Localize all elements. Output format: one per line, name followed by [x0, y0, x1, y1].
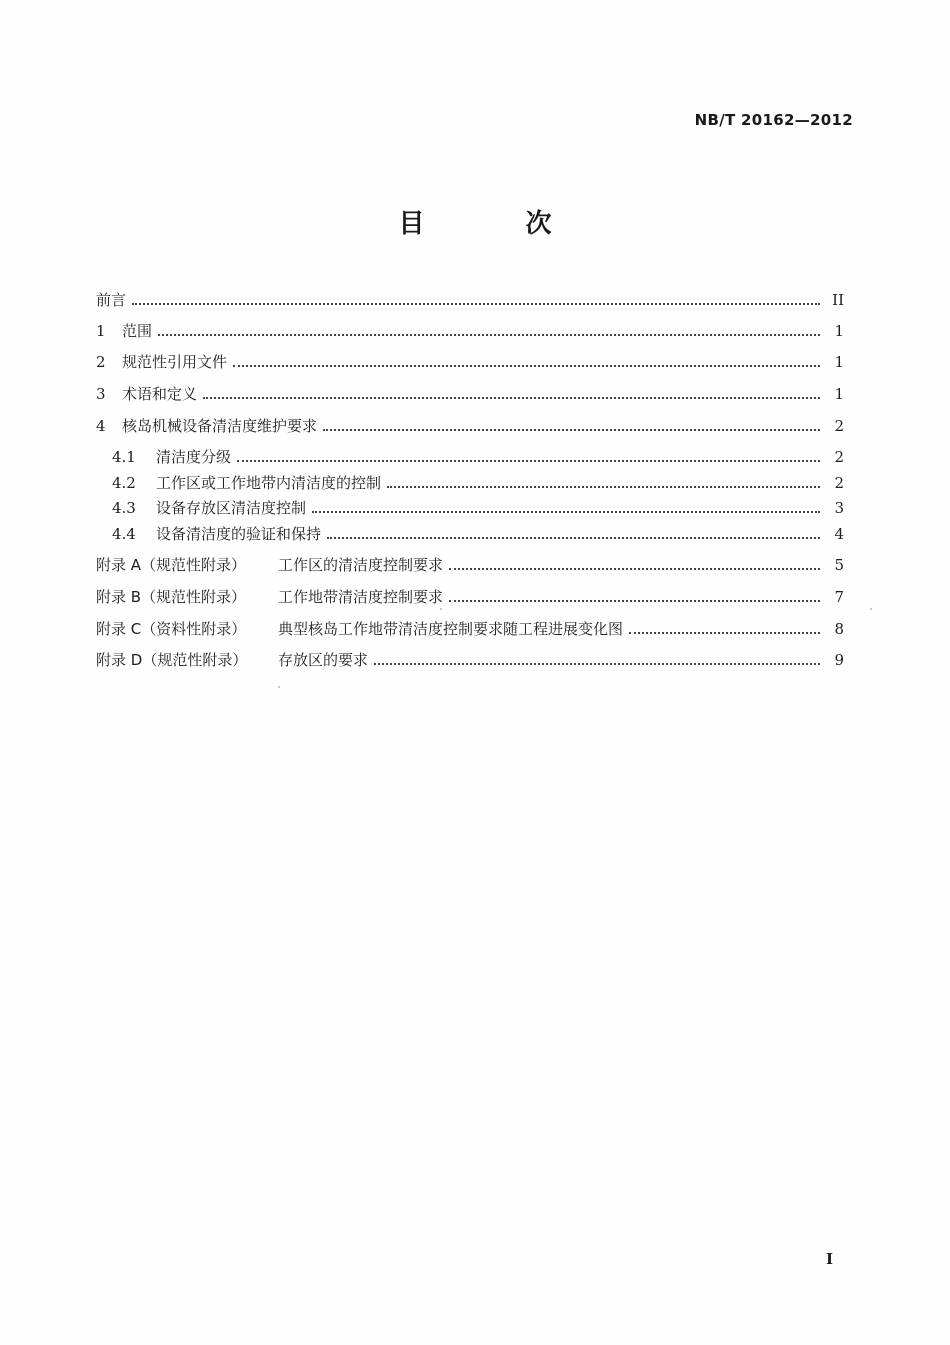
page-title: 目 次	[398, 209, 598, 239]
toc-entry-label: 范围	[122, 322, 153, 340]
toc-entry-number: 4.2	[112, 474, 136, 492]
toc-entry-page: 3	[834, 499, 844, 517]
toc-entry-number: 2	[96, 353, 106, 371]
toc-entry-label: 术语和定义	[122, 385, 198, 403]
toc-entry-page: 9	[834, 651, 844, 669]
toc-entry-label: 工作区的清洁度控制要求	[278, 556, 444, 574]
toc-entry-number: 附录 B（规范性附录）	[96, 588, 247, 606]
toc-leader-dots	[449, 599, 820, 602]
toc-entry-page: 2	[834, 448, 844, 466]
toc-entry-2[interactable]	[96, 346, 844, 372]
toc-entry-page: 2	[834, 417, 844, 435]
toc-leader-dots	[323, 428, 820, 431]
toc-entry-label: 设备存放区清洁度控制	[156, 499, 307, 517]
toc-entry-4-2[interactable]	[96, 467, 844, 493]
toc-entry-page: 5	[834, 556, 844, 574]
toc-entry-1[interactable]	[96, 315, 844, 341]
toc-entry-appendix-b[interactable]	[96, 581, 844, 607]
toc-entry-4-3[interactable]	[96, 492, 844, 518]
toc-leader-dots	[449, 567, 820, 570]
toc-leader-dots	[132, 302, 820, 305]
toc-entry-page: 2	[834, 474, 844, 492]
scan-speck	[440, 608, 442, 610]
toc-entry-4-1[interactable]	[96, 441, 844, 467]
standard-code: NB/T 20162—2012	[694, 111, 853, 129]
toc-entry-page: 1	[834, 385, 844, 403]
toc-entry-page: 1	[834, 353, 844, 371]
toc-leader-dots	[158, 333, 820, 336]
toc-leader-dots	[327, 536, 820, 539]
toc-entry-label: 工作区或工作地带内清洁度的控制	[156, 474, 382, 492]
toc-entry-foreword[interactable]	[96, 284, 844, 310]
toc-entry-label: 设备清洁度的验证和保持	[156, 525, 322, 543]
toc-entry-4-4[interactable]	[96, 518, 844, 544]
toc-entry-page: 7	[834, 588, 844, 606]
toc-leader-dots	[387, 485, 820, 488]
toc-entry-number: 附录 D（规范性附录）	[96, 651, 248, 669]
toc-entry-page: 8	[834, 620, 844, 638]
toc-leader-dots	[312, 510, 820, 513]
toc-entry-label: 核岛机械设备清洁度维护要求	[122, 417, 318, 435]
toc-entry-number: 4.4	[112, 525, 136, 543]
toc-entry-page: II	[832, 291, 844, 309]
toc-entry-appendix-c[interactable]	[96, 613, 844, 639]
toc-entry-page: 4	[834, 525, 844, 543]
toc-entry-3[interactable]	[96, 378, 844, 404]
toc-entry-number: 1	[96, 322, 106, 340]
toc-entry-label: 工作地带清洁度控制要求	[278, 588, 444, 606]
toc-leader-dots	[203, 396, 820, 399]
toc-entry-appendix-a[interactable]	[96, 549, 844, 575]
scan-speck	[870, 608, 872, 610]
toc-entry-number: 附录 A（规范性附录）	[96, 556, 247, 574]
toc-leader-dots	[374, 662, 820, 665]
toc-entry-number: 3	[96, 385, 106, 403]
toc-entry-number: 4.3	[112, 499, 136, 517]
toc-entry-label: 清洁度分级	[156, 448, 232, 466]
toc-entry-number: 附录 C（资料性附录）	[96, 620, 247, 638]
toc-entry-4[interactable]	[96, 410, 844, 436]
toc-entry-page: 1	[834, 322, 844, 340]
toc-entry-label: 典型核岛工作地带清洁度控制要求随工程进展变化图	[278, 620, 624, 638]
toc-entry-number: 4.1	[112, 448, 136, 466]
scan-speck	[278, 686, 280, 688]
toc-entry-number: 4	[96, 417, 106, 435]
toc-entry-label: 前言	[96, 291, 127, 309]
toc-leader-dots	[629, 631, 820, 634]
toc-entry-appendix-d[interactable]	[96, 644, 844, 670]
page-number: I	[826, 1250, 834, 1268]
toc-leader-dots	[233, 364, 820, 367]
toc-entry-label: 规范性引用文件	[122, 353, 228, 371]
toc-entry-label: 存放区的要求	[278, 651, 369, 669]
toc-leader-dots	[237, 459, 820, 462]
